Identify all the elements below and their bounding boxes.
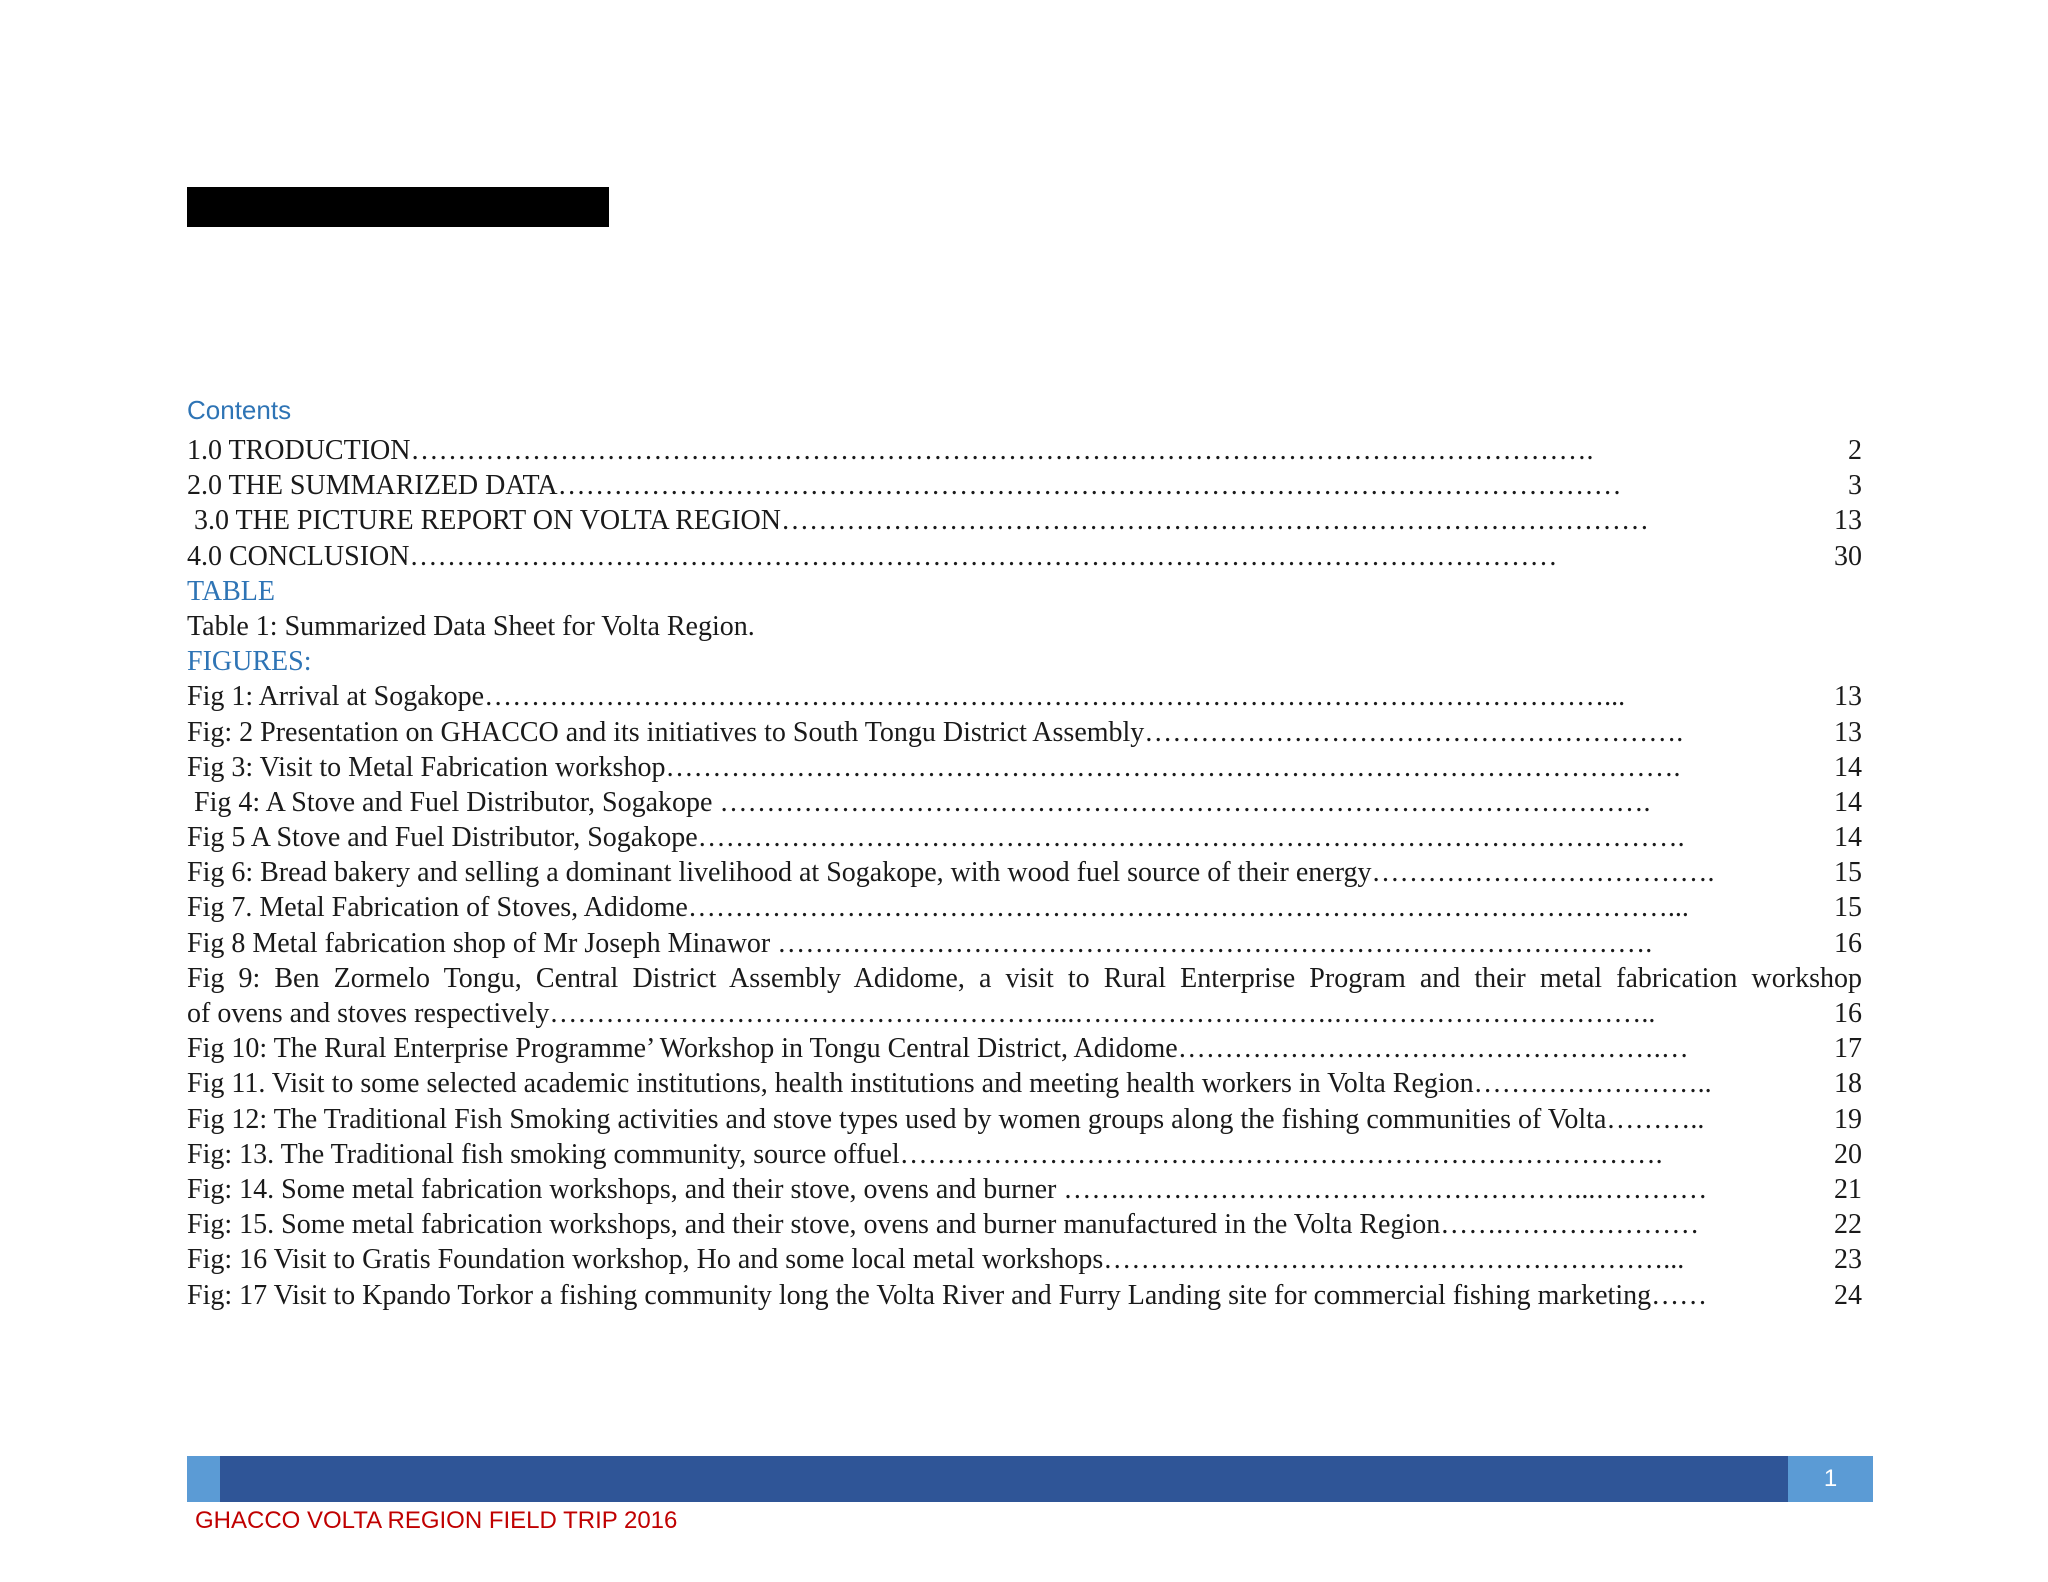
figure-entry-17[interactable] (187, 1278, 1862, 1313)
toc-entry-page: 30 (1834, 540, 1862, 572)
figure-entry-1[interactable] (187, 679, 1862, 714)
figure-entry-9-continuation[interactable] (187, 996, 1862, 1031)
figure-entry-page: 21 (1834, 1173, 1862, 1205)
figure-entry-page: 14 (1834, 786, 1862, 818)
figure-entry-12[interactable] (187, 1102, 1862, 1137)
figure-entry-page: 23 (1834, 1244, 1862, 1276)
footer-title: GHACCO VOLTA REGION FIELD TRIP 2016 (195, 1507, 678, 1534)
toc-entry-text: 1.0 TRODUCTION………………………………………………………………………………………………………………. (187, 435, 1594, 466)
figure-entry-text: Fig 6: Bread bakery and selling a dominant livelihood at Sogakope, with wood fuel source of their energy………………………………. (187, 857, 1715, 889)
figure-entry-text: Fig 12: The Traditional Fish Smoking activities and stove types used by women groups along the fishing communities of Volta……….. (187, 1103, 1705, 1135)
page-number: 1 (1788, 1456, 1873, 1502)
toc-entry-summarized-data[interactable] (187, 468, 1862, 503)
figure-entry-page: 17 (1834, 1033, 1862, 1065)
figure-entry-text: Fig: 13. The Traditional fish smoking community, source offuel………………………………………………………………………. (187, 1138, 1663, 1170)
toc-entry-page: 2 (1848, 435, 1862, 466)
toc-entry-picture-report[interactable] (187, 503, 1862, 538)
figure-entry-3[interactable] (187, 750, 1862, 785)
figure-entry-page: 14 (1834, 751, 1862, 783)
footer-bar-left-cap (187, 1456, 220, 1502)
toc-entry-introduction[interactable] (187, 433, 1862, 468)
redacted-title-block (187, 187, 609, 227)
figure-entry-page: 16 (1834, 927, 1862, 959)
figure-entry-page: 16 (1834, 998, 1862, 1030)
figure-entry-page: 22 (1834, 1209, 1862, 1241)
figure-entry-text: Fig 5 A Stove and Fuel Distributor, Sogakope……………………………………………………………………………………………. (187, 822, 1685, 854)
figure-entry-text: Fig 10: The Rural Enterprise Programme’ Workshop in Tongu Central District, Adidome…………………………………………….… (187, 1033, 1689, 1065)
figure-entry-text: Fig 9: Ben Zormelo Tongu, Central District Assembly Adidome, a visit to Rural Enterprise Program and their metal fabrication workshop (187, 962, 1862, 994)
toc-entry-text: 3.0 THE PICTURE REPORT ON VOLTA REGION………………………………………………………………………………… (194, 505, 1649, 537)
figure-entry-text: Fig 3: Visit to Metal Fabrication workshop………………………………………………………………………………………………. (187, 751, 1681, 783)
figure-entry-page: 13 (1834, 716, 1862, 748)
figure-entry-15[interactable] (187, 1207, 1862, 1242)
figure-entry-text: Fig 1: Arrival at Sogakope…………………………………………………………………………………………………………... (187, 681, 1626, 713)
toc-entry-page: 3 (1848, 470, 1862, 502)
toc-entry-text: 4.0 CONCLUSION…………………………………………………………………………………………………………… (187, 540, 1558, 572)
figure-entry-4[interactable] (187, 785, 1862, 820)
figure-entry-text: of ovens and stoves respectively………………………………………………...……………………….…………………………….. (187, 998, 1656, 1030)
figure-entry-text: Fig 8 Metal fabrication shop of Mr Joseph Minawor …………………………………………………………………………………. (187, 927, 1653, 959)
figure-entry-13[interactable] (187, 1137, 1862, 1172)
toc-entry-text: 2.0 THE SUMMARIZED DATA…………………………………………………………………………………………………… (187, 470, 1622, 502)
toc-entry-conclusion[interactable] (187, 539, 1862, 574)
figure-entry-page: 19 (1834, 1103, 1862, 1135)
figure-entry-text: Fig: 2 Presentation on GHACCO and its initiatives to South Tongu District Assembly…………………………………………………. (187, 716, 1684, 748)
figure-entry-2[interactable] (187, 715, 1862, 750)
figure-entry-7[interactable] (187, 890, 1862, 925)
contents-heading: Contents (187, 395, 292, 425)
figure-entry-page: 20 (1834, 1138, 1862, 1170)
figure-entry-page: 13 (1834, 681, 1862, 713)
figure-entry-16[interactable] (187, 1242, 1862, 1277)
figure-entry-text: Fig: 14. Some metal fabrication workshops, and their stove, ovens and burner …….…………………………………………...………… (187, 1173, 1708, 1205)
figure-entry-text: Fig: 17 Visit to Kpando Torkor a fishing community long the Volta River and Furry Landing site for commercial fishing marketing…… (187, 1279, 1708, 1311)
figure-entry-page: 18 (1834, 1068, 1862, 1100)
footer-bar (187, 1456, 1873, 1502)
figure-entry-text: Fig 7. Metal Fabrication of Stoves, Adidome……………………………………………………………………………………………... (187, 892, 1689, 924)
figure-entry-6[interactable] (187, 855, 1862, 890)
figure-entry-text: Fig 4: A Stove and Fuel Distributor, Sogakope ………………………………………………………………………………………. (194, 786, 1651, 818)
figures-section-heading: FIGURES: (187, 646, 312, 678)
figure-entry-text: Fig: 15. Some metal fabrication workshops, and their stove, ovens and burner manufactured in the Volta Region…….………………… (187, 1209, 1700, 1241)
table-section-heading: TABLE (187, 575, 275, 607)
figure-entry-page: 15 (1834, 857, 1862, 889)
figure-entry-11[interactable] (187, 1066, 1862, 1101)
figure-entry-14[interactable] (187, 1172, 1862, 1207)
figure-entry-5[interactable] (187, 820, 1862, 855)
table-of-contents (187, 433, 1862, 1313)
toc-entry-page: 13 (1834, 505, 1862, 537)
figure-entry-text: Fig 11. Visit to some selected academic institutions, health institutions and meeting health workers in Volta Region…………………….. (187, 1068, 1712, 1100)
figure-entry-10[interactable] (187, 1031, 1862, 1066)
figure-entry-page: 14 (1834, 822, 1862, 854)
footer-bar-band (220, 1456, 1788, 1502)
table-entry[interactable]: Table 1: Summarized Data Sheet for Volta Region. (187, 610, 755, 642)
figure-entry-9[interactable] (187, 961, 1862, 996)
figure-entry-page: 24 (1834, 1279, 1862, 1311)
figure-entry-text: Fig: 16 Visit to Gratis Foundation workshop, Ho and some local metal workshops……………………………………………………... (187, 1244, 1685, 1276)
figure-entry-8[interactable] (187, 926, 1862, 961)
figure-entry-page: 15 (1834, 892, 1862, 924)
